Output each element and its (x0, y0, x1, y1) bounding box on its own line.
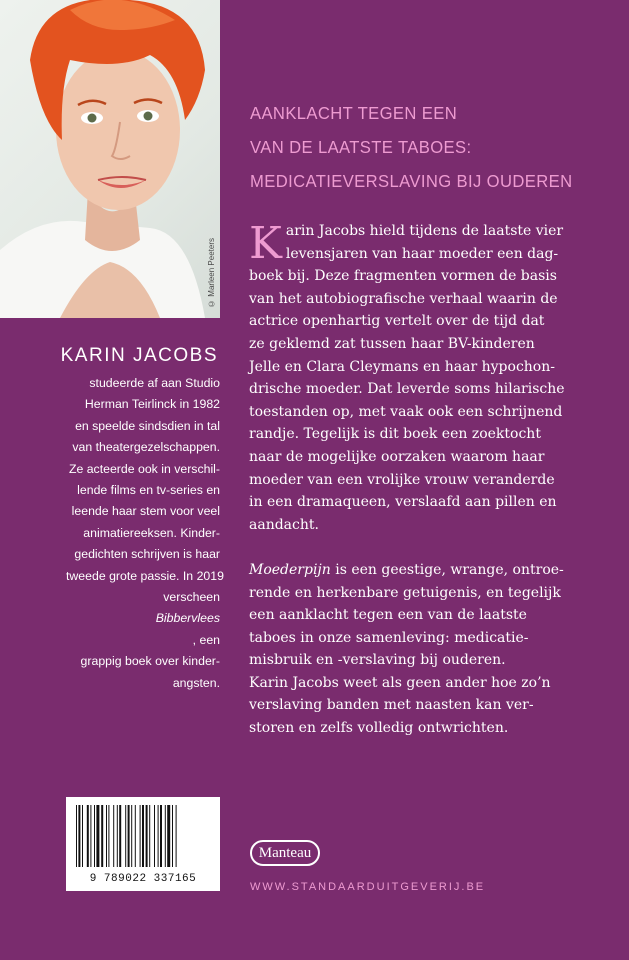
author-photo (0, 0, 220, 318)
author-bio-line: studeerde af aan Studio (89, 376, 220, 390)
blurb-line: drische moeder. Dat leverde soms hilarische (249, 381, 565, 398)
barcode-bar (108, 805, 109, 867)
headline (250, 96, 589, 198)
publisher-logo: Manteau (250, 840, 320, 866)
barcode-bar (135, 805, 136, 867)
headline-line: MEDICATIEVERSLAVING BIJ OUDEREN (250, 171, 573, 191)
barcode-bar (76, 805, 77, 867)
author-bio-line: en speelde sindsdien in tal (75, 418, 220, 433)
author-bio-line: leende haar stem voor veel (71, 504, 220, 519)
isbn-number: 9 789022 337165 (89, 873, 197, 885)
blurb-line: ze geklemd zat tussen haar BV-kinderen (249, 335, 535, 352)
blurb-line: rende en herkenbare getuigenis, en tegelijk (249, 584, 561, 601)
publisher-url: WWW.STANDAARDUITGEVERIJ.BE (250, 881, 486, 893)
headline-line: VAN DE LAATSTE TABOES: (250, 137, 472, 157)
barcode-bar (165, 805, 166, 867)
barcode-bar (146, 805, 148, 867)
barcode-bar (167, 805, 170, 867)
author-bio-line: Herman Teirlinck in 1982 (84, 397, 220, 412)
barcode-bar (101, 805, 103, 867)
author-bio-line: lende films en tv-series en (77, 483, 220, 498)
barcode-bars (76, 805, 210, 867)
barcode-bar (96, 805, 99, 867)
author-bio-line: gedichten schrijven is haar (74, 547, 220, 562)
blurb-line: levensjaren van haar moeder een dag- (285, 245, 559, 262)
barcode-bar (176, 805, 177, 867)
barcode-bar (125, 805, 126, 867)
drop-cap: K (249, 218, 282, 269)
author-portrait-illustration (0, 0, 220, 318)
headline-line: AANKLACHT TEGEN EEN (250, 103, 458, 123)
author-name: KARIN JACOBS (60, 345, 218, 366)
blurb-line: Jelle en Clara Cleymans en haar hypochon- (249, 358, 555, 375)
blurb-line: taboes in onze samenleving: medicatie- (249, 629, 529, 646)
barcode-bar (117, 805, 118, 867)
barcode-bar (87, 805, 89, 867)
blurb-line: naar de mogelijke oorzaken waarom haar (249, 448, 545, 465)
blurb-paragraph-1 (249, 220, 614, 536)
author-bio-line (66, 587, 220, 651)
blurb-line: actrice openhartig vertelt over de tijd dat (249, 313, 545, 330)
blurb-line-rest: is een geestige, wrange, ontroe- (330, 561, 564, 578)
blurb-text (249, 220, 614, 740)
blurb-line: van het autobiografische verhaal waarin de (249, 290, 558, 307)
barcode-bar (82, 805, 83, 867)
author-bio-line: grappig boek over kinder- (80, 654, 220, 669)
barcode-bar (140, 805, 141, 867)
book-title: Moederpijn (249, 561, 331, 578)
barcode-bar (149, 805, 150, 867)
barcode-bar (113, 805, 114, 867)
blurb-line: aandacht. (249, 516, 319, 533)
author-bio-text: verscheen (163, 590, 220, 605)
blurb-line: arin Jacobs hield tijdens de laatste vier (285, 223, 564, 239)
blurb-line (249, 559, 614, 582)
author-bio-line: angsten. (172, 675, 220, 690)
barcode-bar (158, 805, 159, 867)
blurb-line: randje. Tegelijk is dit boek een zoektocht (249, 426, 541, 443)
blurb-line: boek bij. Deze fragmenten vormen de basis (249, 268, 557, 285)
blurb-line: in een dramaqueen, verslaafd aan pillen en (249, 494, 557, 511)
blurb-line: toestanden op, met vaak ook een schrijnend (249, 403, 563, 420)
author-bio-text: , een (192, 632, 220, 647)
author-bio-line: animatiereeksen. Kinder- (83, 525, 220, 540)
blurb-line: een aanklacht tegen een van de laatste (249, 607, 527, 624)
barcode-bar (172, 805, 173, 867)
barcode-bar (90, 805, 91, 867)
author-bio-line: tweede grote passie. In 2019 (66, 568, 224, 583)
barcode-bar (154, 805, 155, 867)
barcode-bar (131, 805, 132, 867)
blurb-line: storen en zelfs volledig ontwrichten. (249, 720, 509, 737)
barcode-bar (78, 805, 80, 867)
book-title: Bibbervlees (155, 611, 220, 626)
blurb-line: Karin Jacobs weet als geen ander hoe zo’n (249, 674, 551, 691)
barcode-bar (94, 805, 95, 867)
barcode-bar (128, 805, 130, 867)
blurb-line: moeder van een vrolijke vrouw veranderde (249, 471, 555, 488)
author-bio (66, 373, 224, 694)
blurb-line: misbruik en -verslaving bij ouderen. (249, 652, 506, 669)
isbn-barcode (66, 797, 220, 891)
blurb-paragraph-2 (249, 559, 614, 740)
author-bio-line: van theatergezelschappen. (72, 440, 220, 455)
barcode-bar (119, 805, 121, 867)
blurb-line: verslaving banden met naasten kan ver- (249, 697, 534, 714)
barcode-bar (106, 805, 107, 867)
barcode-bar (142, 805, 144, 867)
barcode-bar (160, 805, 162, 867)
photo-credit: © Marleen Peeters (207, 238, 216, 308)
author-bio-line: Ze acteerde ook in verschil- (68, 461, 220, 476)
